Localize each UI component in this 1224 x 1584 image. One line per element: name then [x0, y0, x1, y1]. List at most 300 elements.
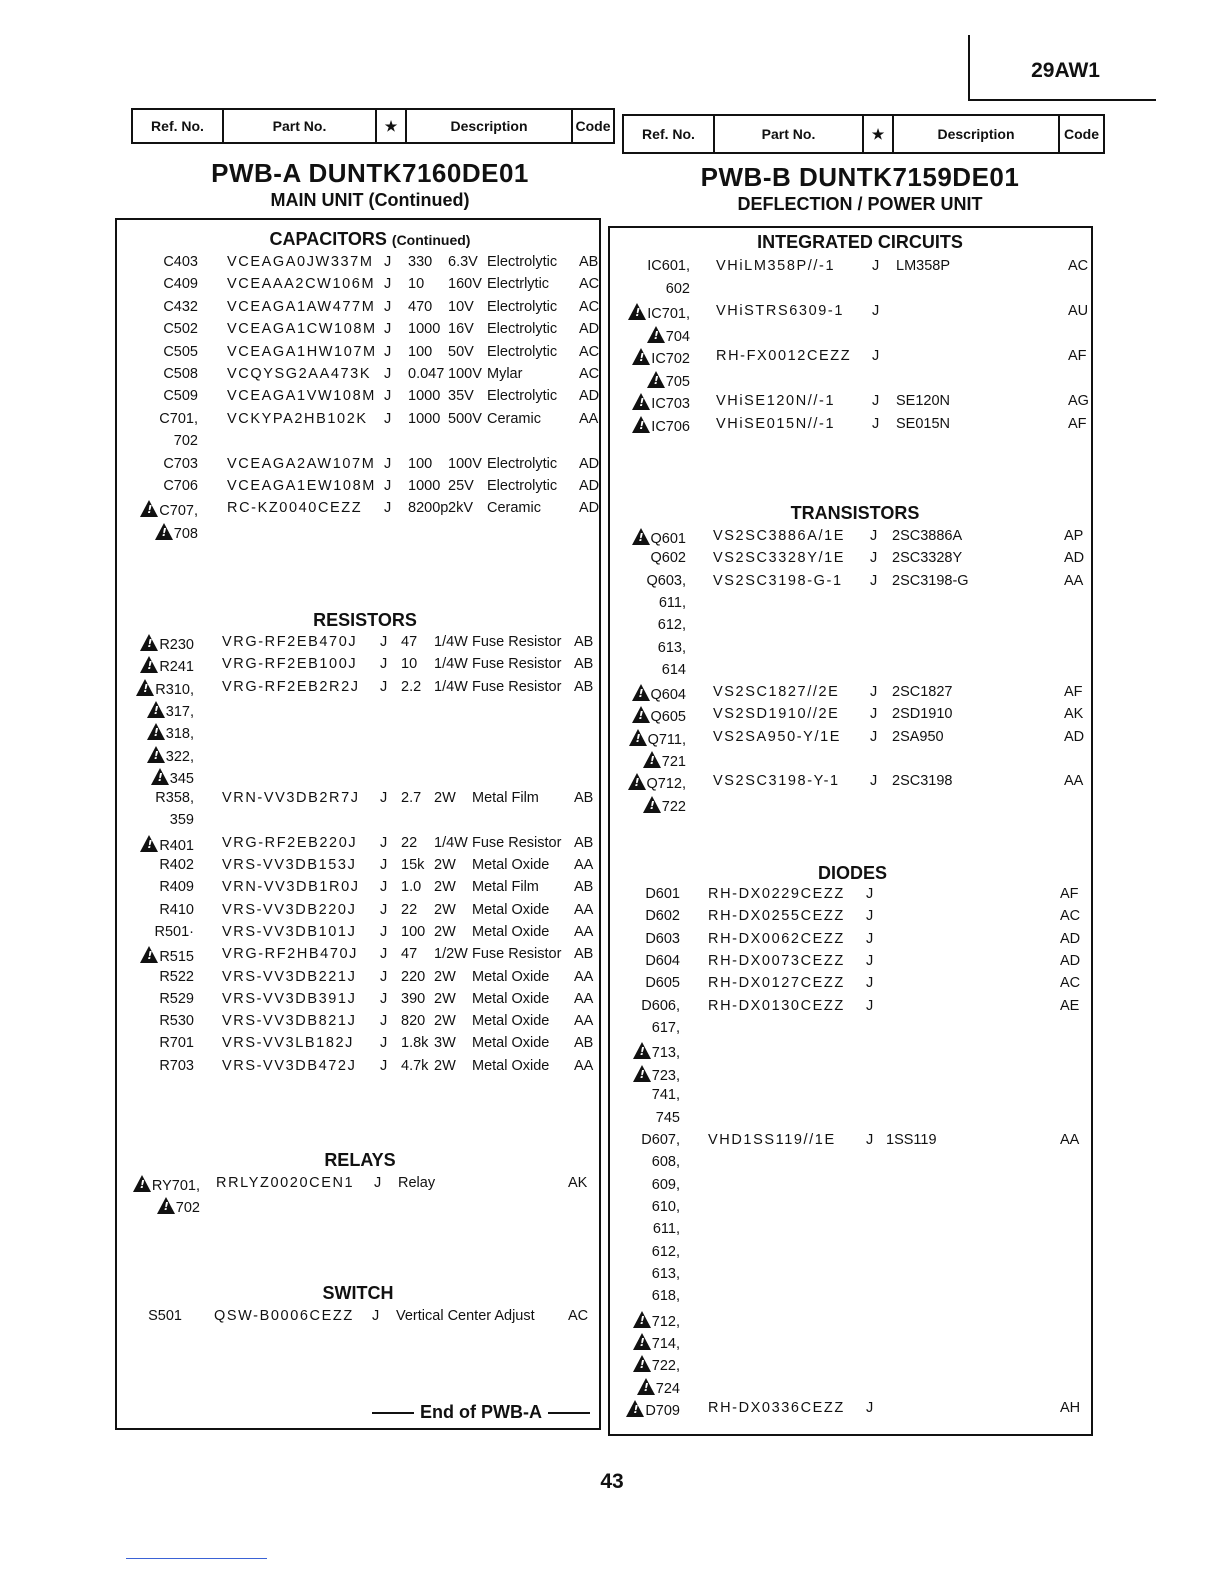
safety-warning-icon — [647, 371, 665, 388]
table-row — [620, 348, 1090, 370]
ref-no: 317, — [165, 703, 194, 720]
description-rating: 500V — [448, 410, 482, 427]
table-row — [126, 343, 600, 366]
description-value: 390 — [401, 990, 426, 1007]
table-row — [126, 969, 596, 991]
ref-no: C707, — [159, 503, 198, 520]
price-code: AF — [1068, 348, 1087, 364]
price-code: AA — [1064, 773, 1084, 790]
table-row — [620, 1311, 1090, 1333]
part-no: VCEAGA2AW107M — [227, 455, 376, 472]
part-no: RH-DX0062CEZZ — [708, 930, 845, 947]
header-code: Code — [575, 118, 611, 134]
price-code: AA — [574, 901, 594, 918]
price-code: AE — [1060, 997, 1080, 1014]
ref-no: 712, — [651, 1313, 680, 1330]
ref-no: 609, — [651, 1176, 680, 1193]
table-row — [620, 796, 1090, 818]
ref-cell — [620, 573, 686, 589]
ref-cell — [620, 1020, 680, 1036]
rank-mark: J — [870, 684, 878, 701]
price-code: AD — [1064, 728, 1085, 745]
rank-mark: J — [380, 656, 388, 673]
price-code: AA — [574, 990, 594, 1007]
description-type: Electrlytic — [487, 276, 550, 293]
ref-cell — [620, 1065, 680, 1084]
description-value: 330 — [408, 254, 433, 270]
model-header-frame — [968, 35, 1156, 101]
ref-cell — [126, 969, 194, 985]
price-code: AC — [1060, 975, 1081, 992]
ref-no: 722 — [661, 798, 686, 815]
description-value: 2SC1827 — [892, 684, 953, 701]
description-value: 1SS119 — [886, 1131, 937, 1148]
description-rating: 2W — [434, 1013, 456, 1030]
table-row — [126, 946, 596, 968]
ref-no: Q604 — [650, 687, 686, 704]
safety-warning-icon — [626, 1400, 644, 1417]
ref-no: R530 — [159, 1013, 194, 1030]
rank-mark: J — [380, 634, 388, 650]
price-code: AA — [574, 968, 594, 985]
table-row — [620, 528, 1090, 550]
ref-no: D601 — [645, 886, 680, 902]
ref-no: R402 — [159, 857, 194, 873]
table-row — [620, 573, 1090, 595]
ref-cell — [126, 478, 198, 494]
price-code: AB — [574, 834, 594, 851]
description-value: 2SC3198-G — [892, 572, 969, 589]
ref-cell — [126, 1013, 194, 1029]
rank-mark: J — [384, 478, 392, 494]
ref-cell — [620, 1087, 680, 1103]
rank-mark: J — [870, 728, 878, 745]
table-row — [620, 886, 1090, 908]
ic-section-title: INTEGRATED CIRCUITS — [757, 232, 963, 252]
ref-no: 702 — [173, 433, 198, 450]
description-rating: 2W — [434, 901, 456, 918]
ref-cell — [620, 303, 690, 322]
part-no: RH-DX0255CEZZ — [708, 908, 845, 925]
description-type: Metal Oxide — [472, 1013, 550, 1030]
pwb-b-title-block — [650, 162, 1070, 215]
rank-mark: J — [384, 366, 392, 382]
rank-mark: J — [866, 908, 874, 925]
safety-warning-icon — [147, 723, 165, 740]
safety-warning-icon — [140, 835, 158, 852]
ref-cell — [620, 528, 686, 547]
rank-mark: J — [384, 410, 392, 427]
ref-cell — [620, 773, 686, 792]
table-row — [126, 254, 599, 276]
safety-warning-icon — [140, 500, 158, 517]
description-value: 22 — [401, 901, 418, 918]
pwb-b-subtitle: DEFLECTION / POWER UNIT — [737, 194, 983, 214]
description-type: Electrolytic — [487, 478, 558, 494]
table-row — [620, 1288, 1090, 1310]
description-type: Metal Oxide — [472, 923, 550, 940]
price-code: AB — [574, 1035, 594, 1052]
table-row — [126, 924, 596, 946]
page-number: 43 — [600, 1470, 624, 1493]
part-no: VRG-RF2EB2R2J — [222, 678, 360, 695]
ref-no: D604 — [645, 953, 680, 970]
ref-no: R501· — [154, 923, 194, 940]
table-row — [620, 953, 1090, 975]
header-description: Description — [407, 110, 573, 142]
ref-no: 722, — [651, 1358, 680, 1375]
description-type: Metal Film — [472, 790, 539, 807]
ref-cell — [126, 768, 194, 787]
safety-warning-icon — [632, 348, 650, 365]
table-row — [620, 684, 1090, 706]
capacitors-title: CAPACITORS — [269, 229, 387, 249]
ref-cell — [620, 975, 680, 991]
rank-mark: J — [872, 393, 880, 409]
ref-cell — [126, 433, 198, 449]
description-value: 820 — [401, 1013, 426, 1030]
safety-warning-icon — [632, 684, 650, 701]
table-row — [620, 550, 1090, 572]
table-row — [620, 908, 1090, 930]
ref-cell — [620, 416, 690, 435]
description-rating: 10V — [448, 298, 474, 315]
table-row — [620, 662, 1090, 684]
ref-no: 618, — [651, 1288, 680, 1305]
price-code: AB — [574, 678, 594, 695]
table-row — [126, 523, 596, 545]
safety-warning-icon — [628, 303, 646, 320]
pwb-a-title-block — [160, 158, 580, 211]
price-code: AB — [574, 656, 594, 673]
part-no: RH-DX0130CEZZ — [708, 997, 845, 1014]
description-type: Electrolytic — [487, 343, 558, 360]
price-code: AK — [1064, 706, 1084, 723]
description-type: Ceramic — [487, 410, 541, 427]
ref-no: Q603, — [646, 572, 686, 589]
rank-mark: J — [384, 388, 392, 405]
description-value: 8200p — [408, 500, 449, 517]
table-row — [620, 1042, 1090, 1064]
rank-mark: J — [384, 455, 392, 472]
ref-no: R241 — [159, 659, 194, 676]
table-row — [620, 1221, 1090, 1243]
ref-cell — [126, 456, 198, 472]
part-no: RH-DX0229CEZZ — [708, 886, 845, 902]
description-value: 1.8k — [401, 1035, 429, 1052]
ref-no: R522 — [159, 968, 194, 985]
part-no: VCEAGA0JW337M — [227, 254, 374, 270]
table-row — [620, 326, 1090, 348]
price-code: AG — [1068, 393, 1089, 409]
description-rating: 2W — [434, 790, 456, 807]
ref-cell — [126, 1197, 200, 1216]
description-rating: 6.3V — [448, 254, 478, 270]
ref-cell — [126, 1058, 194, 1074]
ref-no: Q601 — [650, 531, 686, 547]
description-value: 100 — [408, 455, 433, 472]
end-rule-right — [548, 1412, 590, 1414]
ref-cell — [126, 1035, 194, 1051]
ref-no: 608, — [651, 1154, 680, 1171]
rank-mark: J — [380, 901, 388, 918]
ref-cell — [620, 1333, 680, 1352]
table-row — [620, 1087, 1090, 1109]
ref-no: D605 — [645, 975, 680, 992]
description-rating: 50V — [448, 343, 474, 360]
ref-no: 617, — [651, 1020, 680, 1037]
price-code: AB — [574, 634, 594, 650]
ref-no: IC702 — [651, 351, 690, 367]
description-type: Electrolytic — [487, 298, 558, 315]
table-row — [126, 991, 596, 1013]
ref-no: R529 — [159, 990, 194, 1007]
ref-no: 724 — [655, 1380, 680, 1397]
ref-no: D607, — [641, 1131, 680, 1148]
rank-mark: J — [384, 343, 392, 360]
safety-warning-icon — [633, 1311, 651, 1328]
part-no: VCEAGA1HW107M — [227, 343, 377, 360]
description-rating: 2kV — [448, 500, 473, 517]
table-row — [126, 276, 600, 298]
table-row — [126, 812, 596, 834]
ref-cell — [126, 701, 194, 720]
table-row — [126, 478, 600, 500]
part-no: VRN-VV3DB2R7J — [222, 790, 360, 807]
ref-no: D603 — [645, 930, 680, 947]
ref-no: 613, — [651, 1265, 680, 1282]
resistors-section-title: RESISTORS — [313, 610, 417, 630]
part-no: VRS-VV3DB221J — [222, 968, 357, 985]
table-row — [620, 1177, 1090, 1199]
rank-mark: J — [866, 1400, 874, 1417]
ref-cell — [620, 550, 686, 566]
description-type: Metal Oxide — [472, 1035, 550, 1052]
ref-cell — [126, 924, 194, 940]
table-row — [126, 902, 596, 924]
table-row — [620, 998, 1090, 1020]
description-type: Electrolytic — [487, 455, 558, 472]
price-code: AH — [1060, 1400, 1081, 1417]
safety-warning-icon — [155, 523, 173, 540]
ref-no: 741, — [651, 1087, 680, 1104]
rank-mark: J — [866, 930, 874, 947]
description-value: 100 — [408, 343, 433, 360]
rank-mark: J — [380, 1057, 388, 1074]
ref-no: C403 — [163, 254, 198, 270]
part-no: VRS-VV3DB101J — [222, 923, 357, 940]
table-row — [126, 433, 596, 455]
capacitors-section-title — [200, 229, 540, 250]
rank-mark: J — [380, 790, 388, 807]
rank-mark: J — [380, 834, 388, 851]
safety-warning-icon — [147, 746, 165, 763]
part-no: VRS-VV3DB821J — [222, 1013, 357, 1030]
ref-no: 702 — [175, 1200, 200, 1216]
part-no: VHiSE120N//-1 — [716, 393, 836, 409]
table-row — [620, 393, 1090, 415]
ref-no: 602 — [665, 280, 690, 297]
ref-cell — [620, 595, 686, 611]
ref-no: R230 — [159, 637, 194, 653]
price-code: AA — [574, 857, 594, 873]
table-row — [126, 835, 596, 857]
ref-cell — [620, 751, 686, 770]
safety-warning-icon — [147, 701, 165, 718]
safety-warning-icon — [643, 751, 661, 768]
safety-warning-icon — [140, 634, 158, 651]
ref-no: IC706 — [651, 418, 690, 435]
table-row — [620, 1333, 1090, 1355]
rank-mark: J — [380, 879, 388, 896]
ref-cell — [126, 500, 198, 519]
ref-cell — [620, 1154, 680, 1170]
table-row — [620, 706, 1090, 728]
ref-no: RY701, — [151, 1178, 200, 1194]
part-no: VCEAGA1EW108M — [227, 478, 376, 494]
price-code: AD — [1060, 953, 1081, 970]
ref-no: R358, — [155, 790, 194, 807]
part-no: VRN-VV3DB1R0J — [222, 879, 360, 896]
description-type: Electrolytic — [487, 321, 558, 338]
table-row — [620, 640, 1090, 662]
ref-cell — [620, 281, 690, 297]
part-no: VCEAGA1VW108M — [227, 388, 376, 405]
table-row — [126, 879, 596, 901]
table-row — [620, 1132, 1090, 1154]
price-code: AD — [579, 388, 600, 405]
ref-no: 721 — [661, 754, 686, 770]
description-rating: 1/2W — [434, 946, 468, 963]
end-rule-left — [372, 1412, 414, 1414]
ref-cell — [620, 1042, 680, 1061]
ref-cell — [126, 388, 198, 404]
table-row — [126, 790, 596, 812]
ref-no: C508 — [163, 366, 198, 382]
footnote-rule — [126, 1558, 267, 1559]
ref-cell — [126, 344, 198, 360]
rank-mark: J — [872, 415, 880, 432]
price-code: AB — [574, 946, 594, 963]
table-row — [620, 1244, 1090, 1266]
header-part-no: Part No. — [224, 110, 377, 142]
part-no: VS2SC3198-Y-1 — [713, 773, 840, 790]
table-row — [620, 371, 1090, 393]
ref-no: Q712, — [646, 776, 686, 793]
pwb-a-title: PWB-A DUNTK7160DE01 — [211, 158, 529, 188]
description-value: LM358P — [896, 258, 951, 274]
ref-cell — [126, 746, 194, 765]
ref-cell — [620, 371, 690, 390]
description-type: Metal Oxide — [472, 857, 550, 873]
table-row — [126, 679, 596, 701]
ref-cell — [620, 326, 690, 345]
safety-warning-icon — [157, 1197, 175, 1214]
ref-cell — [126, 835, 194, 854]
rank-mark: J — [380, 857, 388, 873]
relays-section-title: RELAYS — [324, 1150, 396, 1170]
description-value: 100 — [401, 923, 426, 940]
rank-mark: J — [374, 1175, 382, 1191]
safety-warning-icon — [633, 1355, 651, 1372]
ref-cell — [620, 393, 690, 412]
rank-mark: J — [380, 1035, 388, 1052]
ref-no: 318, — [165, 726, 194, 743]
price-code: AD — [579, 455, 600, 472]
rank-mark: J — [380, 990, 388, 1007]
ref-cell — [620, 1110, 680, 1126]
price-code: AC — [579, 343, 600, 360]
price-code: AA — [1064, 572, 1084, 589]
rank-mark: J — [866, 1131, 874, 1148]
safety-warning-icon — [632, 706, 650, 723]
description-rating: 2W — [434, 857, 456, 873]
price-code: AA — [574, 1013, 594, 1030]
ref-cell — [126, 902, 194, 918]
price-code: AA — [574, 1057, 594, 1074]
ref-cell — [620, 1311, 680, 1330]
ref-no: 714, — [651, 1336, 680, 1352]
description-value: 2SC3328Y — [892, 550, 963, 567]
rank-mark: J — [866, 953, 874, 970]
table-row — [126, 746, 596, 768]
price-code: AA — [1060, 1131, 1080, 1148]
table-row — [126, 1058, 596, 1080]
table-row — [620, 1154, 1090, 1176]
part-no: VS2SC1827//2E — [713, 684, 840, 701]
price-code: AD — [1060, 930, 1081, 947]
capacitors-continued: (Continued) — [391, 232, 471, 248]
part-no: VRG-RF2EB220J — [222, 834, 358, 851]
rank-mark: J — [870, 706, 878, 723]
table-row — [126, 388, 600, 410]
part-no: VCEAGA1AW477M — [227, 298, 376, 315]
description-rating: 35V — [448, 388, 474, 405]
ref-no: 708 — [173, 525, 198, 542]
ref-no: 610, — [651, 1198, 680, 1215]
ref-no: C505 — [163, 343, 198, 360]
part-no: VHiSE015N//-1 — [716, 415, 836, 432]
price-code: AC — [1060, 908, 1081, 925]
ref-no: Q602 — [650, 550, 686, 567]
table-row — [126, 1197, 596, 1219]
ref-cell — [126, 656, 194, 675]
description-type: Fuse Resistor — [472, 946, 562, 963]
diodes-section-title: DIODES — [817, 863, 887, 883]
ref-cell — [620, 1266, 680, 1282]
ref-no: 713, — [651, 1045, 680, 1062]
ref-no: C706 — [163, 478, 198, 494]
table-row — [620, 931, 1090, 953]
part-no: VS2SD1910//2E — [713, 706, 840, 723]
description-rating: 1/4W — [434, 656, 468, 673]
description-value: SE015N — [896, 415, 951, 432]
table-row — [620, 258, 1090, 280]
ref-cell — [620, 729, 686, 748]
rank-mark: J — [380, 946, 388, 963]
ref-cell — [620, 1177, 680, 1193]
safety-warning-icon — [647, 326, 665, 343]
table-row — [620, 1355, 1090, 1377]
part-no: RH-DX0127CEZZ — [708, 975, 845, 992]
ref-no: 359 — [169, 812, 194, 829]
part-no: VRS-VV3DB391J — [222, 990, 357, 1007]
ref-cell — [126, 857, 194, 873]
safety-warning-icon — [151, 768, 169, 785]
header-code: Code — [1064, 126, 1099, 142]
safety-warning-icon — [628, 773, 646, 790]
table-row — [620, 1065, 1090, 1087]
